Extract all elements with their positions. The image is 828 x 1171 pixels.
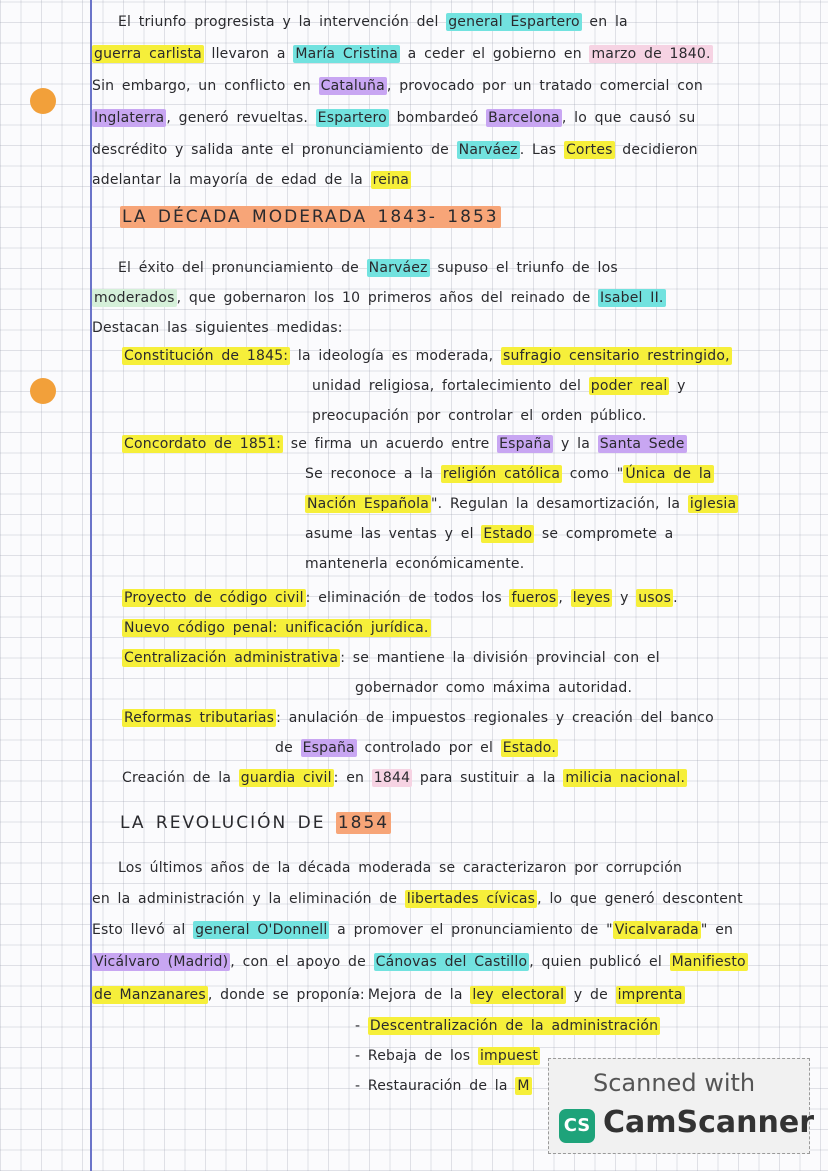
note-text: : anulación de impuestos regionales y creación del banco xyxy=(276,710,714,726)
note-line xyxy=(122,648,660,668)
note-line xyxy=(355,1076,532,1096)
highlighted-term: España xyxy=(302,740,355,756)
highlighted-term: reina xyxy=(372,172,409,188)
note-text: - Rebaja de los xyxy=(355,1048,478,1064)
highlighted-term: marzo de 1840. xyxy=(591,46,711,62)
note-text: Los últimos años de la década moderada se caracterizaron por corrupción xyxy=(118,860,683,876)
note-text: : en xyxy=(333,770,372,786)
highlighted-term: Isabel II. xyxy=(600,290,664,306)
highlighted-term: Barcelona xyxy=(488,110,560,126)
note-line xyxy=(275,738,558,758)
note-text: LA REVOLUCIÓN DE xyxy=(120,813,336,833)
highlighted-term: Narváez xyxy=(368,260,428,276)
note-line xyxy=(122,346,732,366)
highlighted-term: Estado. xyxy=(502,740,556,756)
highlighted-term: Espartero xyxy=(317,110,387,126)
note-text: supuso el triunfo de los xyxy=(429,260,618,276)
highlighted-term: iglesia xyxy=(689,496,737,512)
highlighted-term: impuest xyxy=(479,1048,539,1064)
note-text: , xyxy=(558,590,571,606)
note-line xyxy=(118,258,618,278)
note-text: descrédito y salida ante el pronunciamiento de xyxy=(92,142,457,158)
highlighted-term: 1854 xyxy=(337,813,390,833)
note-text: - Restauración de la xyxy=(355,1078,516,1094)
note-text: ". Regulan la desamortización, la xyxy=(431,496,688,512)
note-line xyxy=(305,494,738,514)
highlighted-term: milicia nacional. xyxy=(565,770,686,786)
note-line xyxy=(92,108,695,128)
note-text: , generó revueltas. xyxy=(166,110,316,126)
note-text: bombardeó xyxy=(388,110,487,126)
note-text: controlado por el xyxy=(356,740,501,756)
note-line xyxy=(122,434,687,454)
camscanner-watermark xyxy=(548,1058,815,1154)
note-text: Creación de la xyxy=(122,770,239,786)
section-heading xyxy=(120,207,501,227)
highlighted-term: general Espartero xyxy=(448,14,580,30)
note-line xyxy=(312,376,686,396)
highlighted-term: poder real xyxy=(590,378,668,394)
note-line xyxy=(305,554,524,574)
note-text: : eliminación de todos los xyxy=(305,590,510,606)
note-text: asume las ventas y el xyxy=(305,526,482,542)
highlighted-term: María Cristina xyxy=(295,46,399,62)
note-line xyxy=(305,524,673,544)
highlighted-term: fueros xyxy=(511,590,557,606)
highlighted-term: ley electoral xyxy=(472,987,565,1003)
camscanner-logo-icon: CS xyxy=(559,1109,595,1143)
note-text: " en xyxy=(700,922,734,938)
highlighted-term: Concordato de 1851: xyxy=(124,436,282,452)
note-text: la ideología es moderada, xyxy=(290,348,501,364)
note-text: : se mantiene la división provincial con el xyxy=(340,650,660,666)
note-line xyxy=(92,318,343,338)
highlighted-term: Inglaterra xyxy=(94,110,165,126)
note-text: , provocado por un tratado comercial con xyxy=(386,78,704,94)
watermark-caption: Scanned with xyxy=(593,1069,756,1097)
note-text: . Las xyxy=(519,142,564,158)
highlighted-term: Única de la xyxy=(625,466,712,482)
highlighted-term: religión católica xyxy=(442,466,561,482)
highlighted-term: Cortes xyxy=(565,142,613,158)
section-heading xyxy=(120,813,391,833)
note-text: a ceder el gobierno en xyxy=(400,46,590,62)
note-line xyxy=(92,76,703,96)
highlighted-term: España xyxy=(499,436,552,452)
note-text: , que gobernaron los 10 primeros años del reinado de xyxy=(176,290,599,306)
note-line xyxy=(312,406,647,426)
note-line xyxy=(92,889,743,909)
highlighted-term: Constitución de 1845: xyxy=(124,348,289,364)
note-line xyxy=(355,985,685,1005)
note-text: - xyxy=(355,1018,368,1034)
highlighted-term: M xyxy=(517,1078,530,1094)
highlighted-term: Proyecto de código civil xyxy=(124,590,304,606)
note-line xyxy=(122,768,687,788)
watermark-brand: CamScanner xyxy=(603,1105,815,1140)
note-text: preocupación por controlar el orden público. xyxy=(312,408,647,424)
note-text: y xyxy=(612,590,637,606)
note-text: mantenerla económicamente. xyxy=(305,556,525,572)
note-line xyxy=(355,1016,660,1036)
note-line xyxy=(92,952,748,972)
note-text: a promover el pronunciamiento de " xyxy=(329,922,613,938)
note-line xyxy=(122,708,714,728)
note-line xyxy=(122,588,678,608)
highlighted-term: de Manzanares xyxy=(94,987,206,1003)
highlighted-term: sufragio censitario restringido, xyxy=(502,348,730,364)
highlighted-term: guerra carlista xyxy=(94,46,202,62)
highlighted-term: Vicálvaro (Madrid) xyxy=(94,954,229,970)
highlighted-term: Descentralización de la administración xyxy=(369,1018,659,1034)
highlighted-term: Santa Sede xyxy=(599,436,685,452)
note-text: - Mejora de la xyxy=(355,987,471,1003)
note-text: unidad religiosa, fortalecimiento del xyxy=(312,378,589,394)
note-text: para sustituir a la xyxy=(412,770,564,786)
note-line xyxy=(118,12,628,32)
highlighted-term: imprenta xyxy=(617,987,683,1003)
note-text: , lo que causó su xyxy=(561,110,696,126)
note-text: y la xyxy=(553,436,598,452)
highlighted-term: general O'Donnell xyxy=(195,922,328,938)
highlighted-term: usos xyxy=(638,590,672,606)
note-text: como " xyxy=(562,466,624,482)
note-line xyxy=(305,464,714,484)
note-text: Sin embargo, un conflicto en xyxy=(92,78,319,94)
note-line xyxy=(92,985,365,1005)
note-text: Destacan las siguientes medidas: xyxy=(92,320,343,336)
highlighted-term: leyes xyxy=(572,590,611,606)
note-line xyxy=(355,678,632,698)
highlighted-term: Vicalvarada xyxy=(614,922,699,938)
note-text: , lo que generó descontent xyxy=(537,891,743,907)
note-text: en la xyxy=(581,14,628,30)
note-line xyxy=(92,140,698,160)
note-text: gobernador como máxima autoridad. xyxy=(355,680,633,696)
note-text: y xyxy=(669,378,686,394)
note-line xyxy=(122,618,431,638)
note-text: El triunfo progresista y la intervención del xyxy=(118,14,447,30)
note-text: , con el apoyo de xyxy=(230,954,374,970)
note-text: . xyxy=(673,590,678,606)
highlighted-term: Narváez xyxy=(458,142,518,158)
binder-hole xyxy=(30,88,56,114)
note-text: de xyxy=(275,740,301,756)
highlighted-term: libertades cívicas xyxy=(406,891,536,907)
note-text: se compromete a xyxy=(534,526,674,542)
note-text: llevaron a xyxy=(203,46,294,62)
highlighted-term: LA DÉCADA MODERADA 1843- 1853 xyxy=(122,207,499,227)
note-text: , quien publicó el xyxy=(529,954,670,970)
note-line xyxy=(118,858,682,878)
highlighted-term: Nuevo código penal: unificación jurídica. xyxy=(124,620,429,636)
highlighted-term: Estado xyxy=(483,526,533,542)
highlighted-term: 1844 xyxy=(373,770,411,786)
note-text: y de xyxy=(566,987,616,1003)
highlighted-term: Reformas tributarias xyxy=(124,710,275,726)
note-text: El éxito del pronunciamiento de xyxy=(118,260,367,276)
note-text: se firma un acuerdo entre xyxy=(283,436,498,452)
note-text: Esto llevó al xyxy=(92,922,194,938)
note-text: adelantar la mayoría de edad de la xyxy=(92,172,371,188)
note-line xyxy=(355,1046,540,1066)
highlighted-term: Manifiesto xyxy=(671,954,746,970)
highlighted-term: Nación Española xyxy=(307,496,430,512)
note-text: Se reconoce a la xyxy=(305,466,441,482)
note-text: en la administración y la eliminación de xyxy=(92,891,405,907)
highlighted-term: guardia civil xyxy=(240,770,332,786)
highlighted-term: moderados xyxy=(94,290,175,306)
highlighted-term: Cánovas del Castillo xyxy=(375,954,528,970)
note-line xyxy=(92,170,411,190)
note-line xyxy=(92,920,733,940)
note-line xyxy=(92,288,666,308)
highlighted-term: Centralización administrativa xyxy=(124,650,339,666)
highlighted-term: Cataluña xyxy=(320,78,385,94)
note-text: , donde se proponía: xyxy=(207,987,365,1003)
note-line xyxy=(92,44,713,64)
note-text: decidieron xyxy=(614,142,698,158)
binder-hole xyxy=(30,378,56,404)
